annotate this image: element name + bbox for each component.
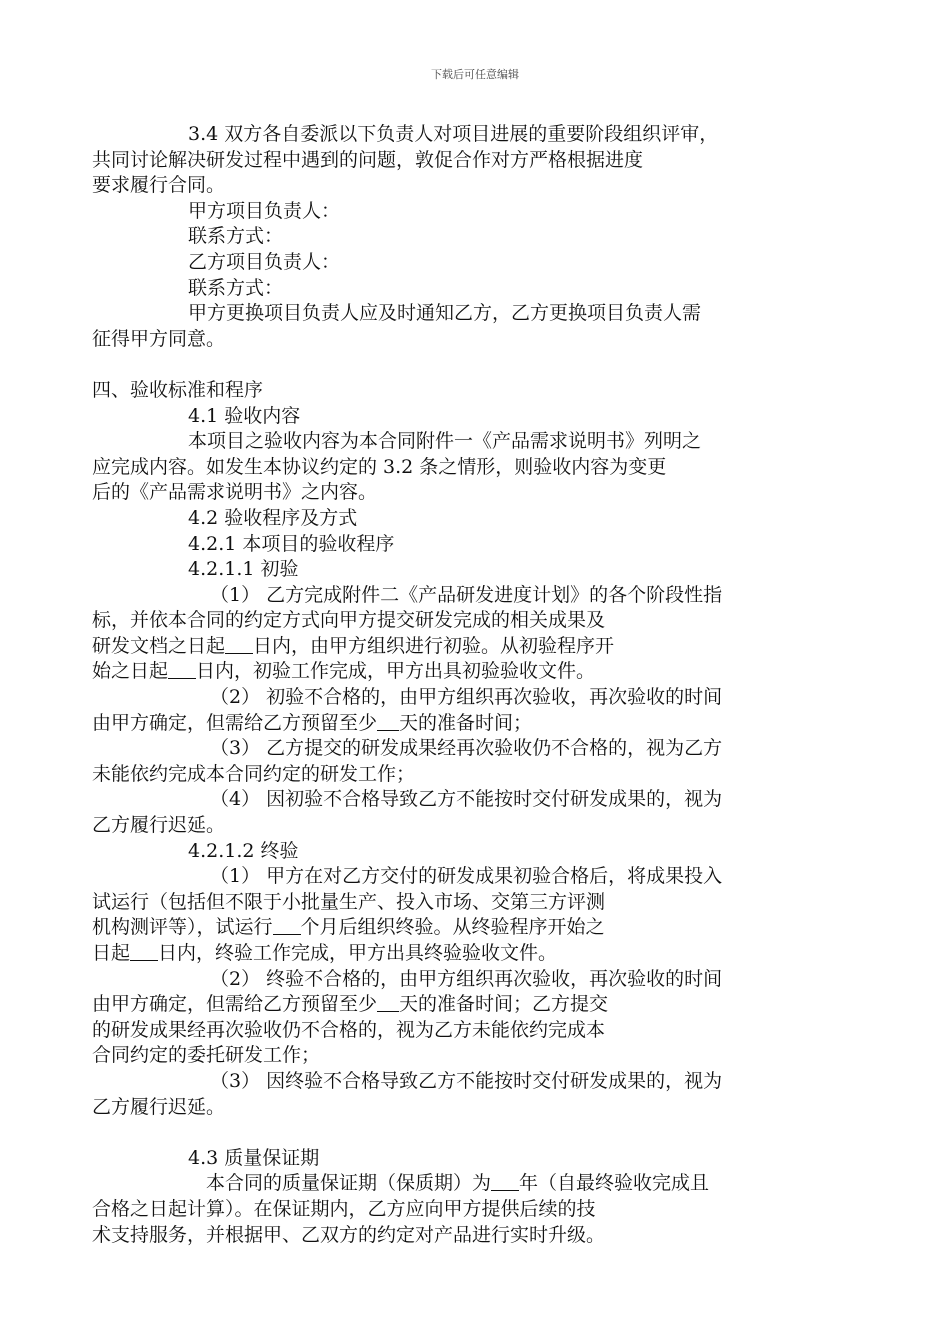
document-body	[92, 122, 808, 1248]
blank-field	[225, 635, 253, 654]
final-item-1-line-3: 机构测评等），试运行 个月后组织终验。从终验程序开始之	[92, 916, 605, 939]
final-item-1-line-4: 日起 日内，终验工作完成，甲方出具终验验收文件。	[92, 942, 558, 964]
initial-item-2-line-1: （2） 初验不合格的，由甲方组织再次验收，再次验收的时间	[210, 686, 723, 709]
para-4-3-line-2: 合格之日起计算）。在保证期内，乙方应向甲方提供后续的技	[92, 1197, 596, 1220]
blank-field	[377, 712, 399, 731]
section-4-3-heading: 4.3 质量保证期	[188, 1146, 320, 1169]
initial-item-3-line-2: 未能依约完成本合同约定的研发工作；	[92, 762, 416, 785]
initial-item-4-line-2: 乙方履行迟延。	[92, 814, 226, 837]
final-item-2-line-2: 由甲方确定，但需给乙方预留至少 天的准备时间；乙方提交	[92, 993, 609, 1016]
section-4-2-1-heading: 4.2.1 本项目的验收程序	[188, 532, 395, 555]
final-item-2-line-4: 合同约定的委托研发工作；	[92, 1044, 321, 1067]
party-a-contact: 联系方式：	[188, 225, 284, 248]
final-item-1-line-2: 试运行（包括但不限于小批量生产、投入市场、交第三方评测	[92, 890, 606, 913]
blank-field	[168, 660, 196, 679]
initial-item-2-line-2: 由甲方确定，但需给乙方预留至少 天的准备时间；	[92, 711, 533, 734]
final-item-2-line-3: 的研发成果经再次验收仍不合格的，视为乙方未能依约完成本	[92, 1018, 606, 1041]
initial-item-1-line-1: （1） 乙方完成附件二《产品研发进度计划》的各个阶段性指	[210, 583, 723, 606]
initial-item-4-line-1: （4） 因初验不合格导致乙方不能按时交付研发成果的，视为	[210, 788, 723, 811]
final-item-2-line-1: （2） 终验不合格的，由甲方组织再次验收，再次验收的时间	[210, 967, 723, 990]
para-4-1-line-2: 应完成内容。如发生本协议约定的 3.2 条之情形，则验收内容为变更	[92, 455, 667, 478]
para-4-1-line-1: 本项目之验收内容为本合同附件一《产品需求说明书》列明之	[188, 430, 702, 453]
blank-field	[377, 993, 399, 1012]
para-4-1-line-3: 后的《产品需求说明书》之内容。	[92, 481, 378, 504]
party-b-contact: 联系方式：	[188, 276, 284, 299]
section-4-2-1-1-heading: 4.2.1.1 初验	[188, 558, 299, 581]
blank-field	[273, 916, 301, 935]
para-3-4-line-3: 要求履行合同。	[92, 174, 226, 197]
final-item-3-line-1: （3） 因终验不合格导致乙方不能按时交付研发成果的，视为	[210, 1069, 723, 1092]
section-4-1-heading: 4.1 验收内容	[188, 404, 301, 427]
section-4-heading: 四、验收标准和程序	[92, 378, 264, 401]
initial-item-1-line-2: 标，并依本合同的约定方式向甲方提交研发完成的相关成果及	[92, 609, 606, 632]
para-3-4-line-1: 3.4 双方各自委派以下负责人对项目进展的重要阶段组织评审，	[188, 123, 719, 145]
initial-item-3-line-1: （3） 乙方提交的研发成果经再次验收仍不合格的，视为乙方	[210, 737, 723, 760]
section-4-2-1-2-heading: 4.2.1.2 终验	[188, 839, 299, 862]
para-4-3-line-3: 术支持服务，并根据甲、乙双方的约定对产品进行实时升级。	[92, 1223, 606, 1246]
blank-field	[491, 1172, 519, 1191]
para-3-4-line-2: 共同讨论解决研发过程中遇到的问题，敦促合作对方严格根据进度	[92, 148, 644, 171]
final-item-1-line-1: （1） 甲方在对乙方交付的研发成果初验合格后，将成果投入	[210, 865, 723, 888]
party-b-manager: 乙方项目负责人：	[188, 250, 341, 273]
party-a-manager: 甲方项目负责人：	[188, 199, 341, 222]
initial-item-1-line-3: 研发文档之日起 日内，由甲方组织进行初验。从初验程序开	[92, 634, 615, 657]
section-4-2-heading: 4.2 验收程序及方式	[188, 506, 358, 529]
initial-item-1-line-4: 始之日起 日内，初验工作完成，甲方出具初验验收文件。	[92, 660, 596, 683]
final-item-3-line-2: 乙方履行迟延。	[92, 1095, 226, 1118]
page-header: 下载后可任意编辑	[431, 68, 519, 81]
blank-field	[130, 942, 158, 961]
para-4-3-line-1: 本合同的质量保证期（保质期）为 年（自最终验收完成且	[206, 1172, 710, 1195]
manager-change-line-1: 甲方更换项目负责人应及时通知乙方，乙方更换项目负责人需	[188, 302, 702, 325]
manager-change-line-2: 征得甲方同意。	[92, 327, 226, 350]
